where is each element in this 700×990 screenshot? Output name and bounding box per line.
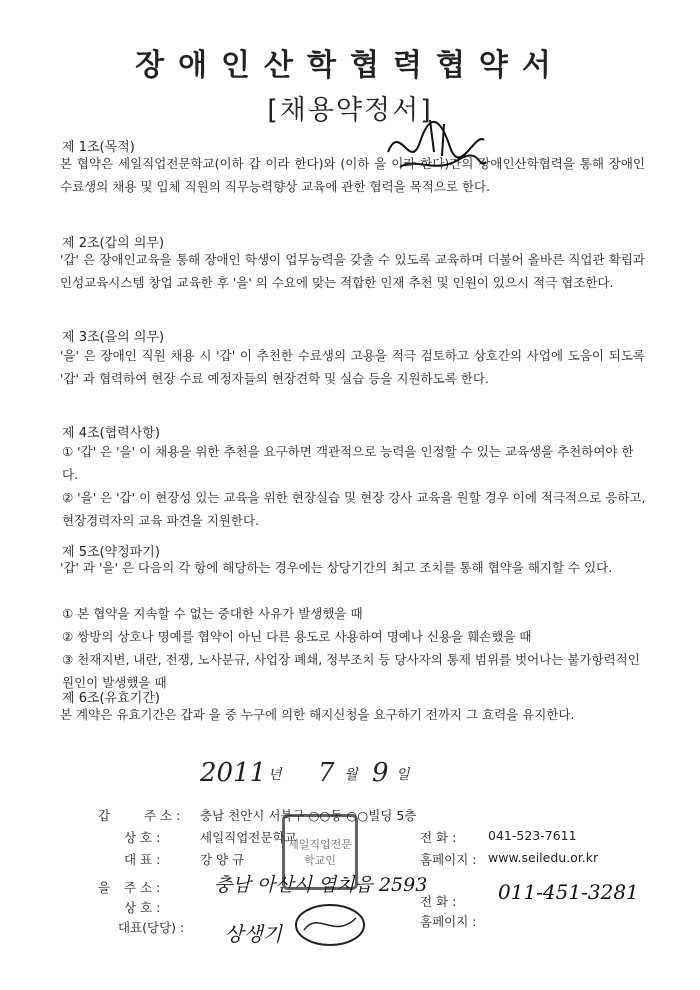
article-2-text: '갑' 은 장애인교육을 통해 장애인 학생이 업무능력을 갖출 수 있도록 교육하며 더불어 올바른 직업관 확립과 인성교육시스템 창업 교육한 후 '을' 의 수요에 맞는 적합한 인재 추천 및 인원이 있으시 적극 협조한다. bbox=[60, 252, 645, 290]
party-b-rep-label: 대표(당당) : bbox=[118, 920, 185, 935]
document-title: 장애인산학협력협약서 bbox=[135, 48, 565, 83]
article-1-heading: 제 1조(목적) bbox=[62, 140, 135, 155]
party-a-company: 세일직업전문학교 bbox=[200, 830, 297, 845]
article-6-text: 본 계약은 유효기간은 갑과 을 중 누구에 의한 해지신청을 요구하기 전까지 그 효력을 유지한다. bbox=[60, 707, 575, 722]
party-b-company-label: 상 호 : bbox=[124, 900, 161, 915]
party-b-phone-label: 전 화 : bbox=[420, 894, 457, 909]
date-month-suffix: 월 bbox=[344, 767, 358, 783]
article-3-heading: 제 3조(을의 의무) bbox=[62, 330, 165, 345]
party-b-web-label: 홈페이지 : bbox=[420, 914, 477, 929]
article-3-text: '을' 은 장애인 직원 채용 시 '갑' 이 추천한 수료생의 고용을 적극 검토하고 상호간의 사업에 도움이 되도록 '갑' 과 협력하여 현장 수료 예정자들의 현장견학 및 실습 등을 지원하도록 한다. bbox=[60, 348, 645, 386]
party-b-address-label: 주 소 : bbox=[124, 880, 161, 895]
date-day-suffix: 일 bbox=[396, 767, 410, 783]
party-a-web-label: 홈페이지 : bbox=[420, 852, 477, 867]
article-5-heading: 제 5조(약정파기) bbox=[62, 545, 160, 560]
party-a-phone: 041-523-7611 bbox=[488, 828, 577, 843]
date-month: 7 bbox=[318, 758, 335, 788]
article-5-item-1: ① 본 협약을 지속할 수 없는 중대한 사유가 발생했을 때 bbox=[62, 606, 363, 621]
party-a-address-label: 주 소 : bbox=[144, 808, 181, 823]
date-year: 2011 bbox=[200, 758, 267, 788]
article-4-heading: 제 4조(협력사항) bbox=[62, 426, 160, 441]
article-1-text: 본 협약은 세일직업전문학교(이하 갑 이라 한다)와 (이하 을 이라 한다)간의 장애인산학협력을 통해 장애인 수료생의 채용 및 입체 직원의 직무능력향상 교육에 관한 협력을 목적으로 한다. bbox=[60, 156, 645, 194]
article-5-text: '갑' 과 '을' 은 다음의 각 항에 해당하는 경우에는 상당기간의 최고 조치를 통해 협약을 해지할 수 있다. bbox=[60, 560, 613, 575]
article-5-item-3: ③ 천재지변, 내란, 전쟁, 노사분규, 사업장 폐쇄, 정부조치 등 당사자의 통제 범위를 벗어나는 불가항력적인 원인이 발생했을 때 bbox=[62, 652, 640, 690]
date-day: 9 bbox=[372, 758, 389, 788]
article-4-item-2: ② '을' 은 '갑' 이 현장성 있는 교육을 위한 현장실습 및 현장 강사 교육을 원할 경우 이에 적극적으로 응하고, 현장경력자의 교육 파견을 지원한다. bbox=[62, 490, 646, 528]
party-b-handwritten-name: 상생기 bbox=[224, 922, 282, 946]
party-b-seal-scribble bbox=[290, 900, 370, 950]
party-a-rep-label: 대 표 : bbox=[124, 852, 161, 867]
party-a-web: www.seiledu.or.kr bbox=[488, 850, 599, 865]
date-year-suffix: 년 bbox=[268, 767, 282, 783]
article-6-heading: 제 6조(유효기간) bbox=[62, 691, 160, 706]
handwritten-signature bbox=[380, 112, 490, 182]
party-b-handwritten-address: 충남 아산시 염치읍 2593 bbox=[214, 874, 428, 896]
party-a-address: 충남 천안시 서북구 ○○동 ○○빌딩 5층 bbox=[200, 808, 417, 823]
party-a-label: 갑 bbox=[98, 808, 111, 823]
company-seal-text: 세일직업전문학교인 bbox=[288, 838, 352, 867]
article-4-item-1: ① '갑' 은 '을' 이 채용을 위한 추천을 요구하면 객관적으로 능력을 인정할 수 있는 교육생을 추천하여야 한다. bbox=[62, 444, 634, 482]
party-b-handwritten-phone: 011-451-3281 bbox=[498, 880, 639, 904]
article-5-item-2: ② 쌍방의 상호나 명예를 협약이 아닌 다른 용도로 사용하여 명예나 신용을 훼손했을 때 bbox=[62, 629, 532, 644]
document-subtitle: [채용약정서] bbox=[267, 95, 433, 126]
party-a-company-label: 상 호 : bbox=[124, 830, 161, 845]
party-a-rep: 강 양 규 bbox=[200, 852, 245, 867]
party-a-phone-label: 전 화 : bbox=[420, 830, 457, 845]
article-2-heading: 제 2조(갑의 의무) bbox=[62, 236, 165, 251]
party-b-label: 을 bbox=[98, 880, 111, 895]
